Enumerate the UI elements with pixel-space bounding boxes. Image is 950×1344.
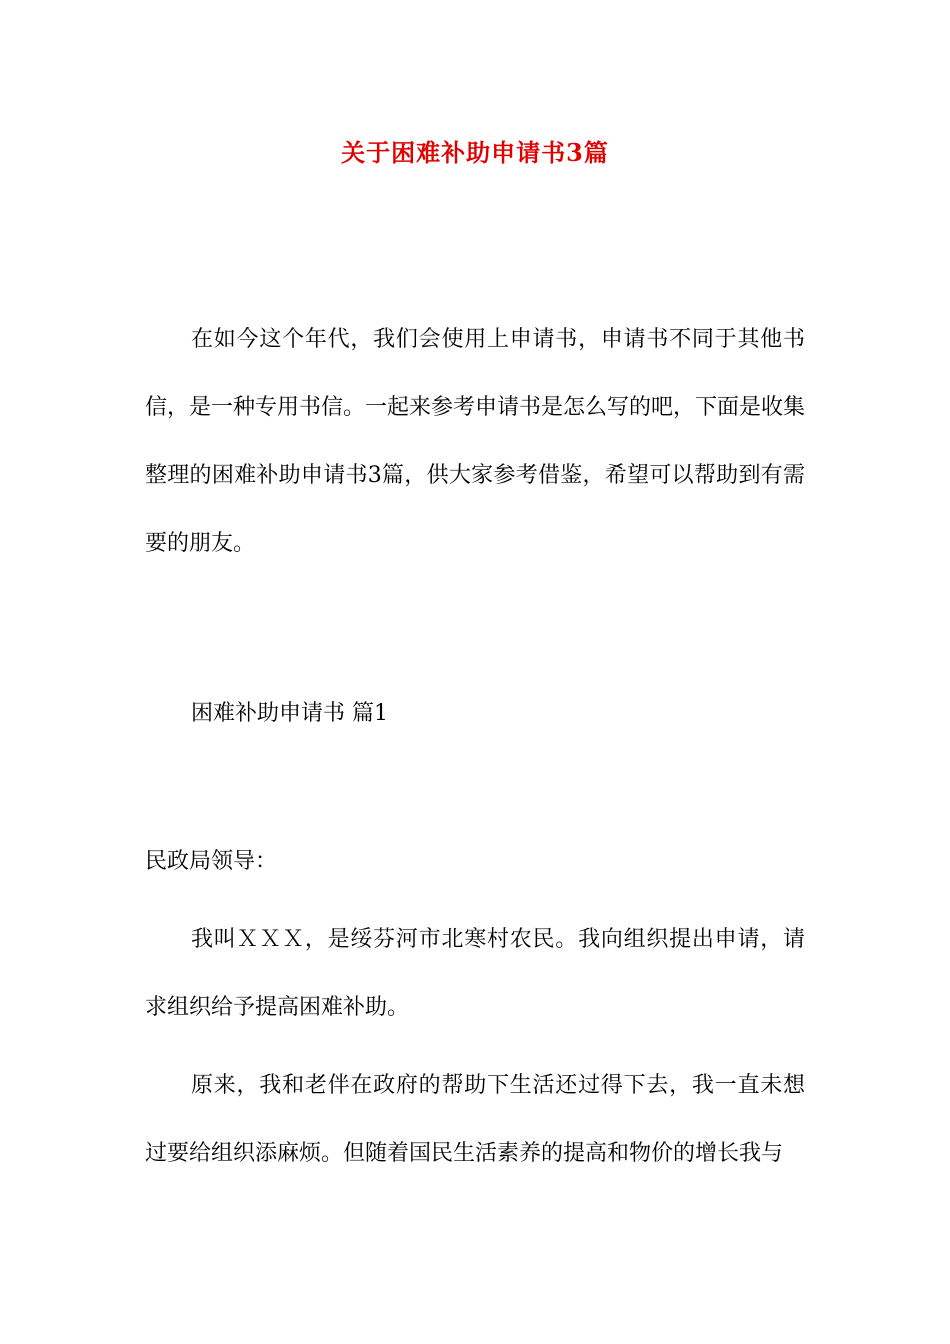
section-heading: 困难补助申请书 篇1: [191, 701, 388, 726]
body-paragraph-2: 原来，我和老伴在政府的帮助下生活还过得下去，我一直未想过要给组织添麻烦。但随着国民生活素养的提高和物价的增长我与: [145, 1073, 805, 1166]
intro-paragraph: 在如今这个年代，我们会使用上申请书，申请书不同于其他书信，是一种专用书信。一起来参考申请书是怎么写的吧，下面是收集整理的困难补助申请书3篇，供大家参考借鉴，希望可以帮助到有需要的朋友。: [145, 327, 806, 556]
salutation: 民政局领导：: [145, 849, 278, 874]
document-title: 关于困难补助申请书3篇: [341, 138, 609, 167]
body-paragraph-1: 我叫ＸＸＸ，是绥芬河市北寒村农民。我向组织提出申请，请求组织给予提高困难补助。: [145, 927, 805, 1020]
